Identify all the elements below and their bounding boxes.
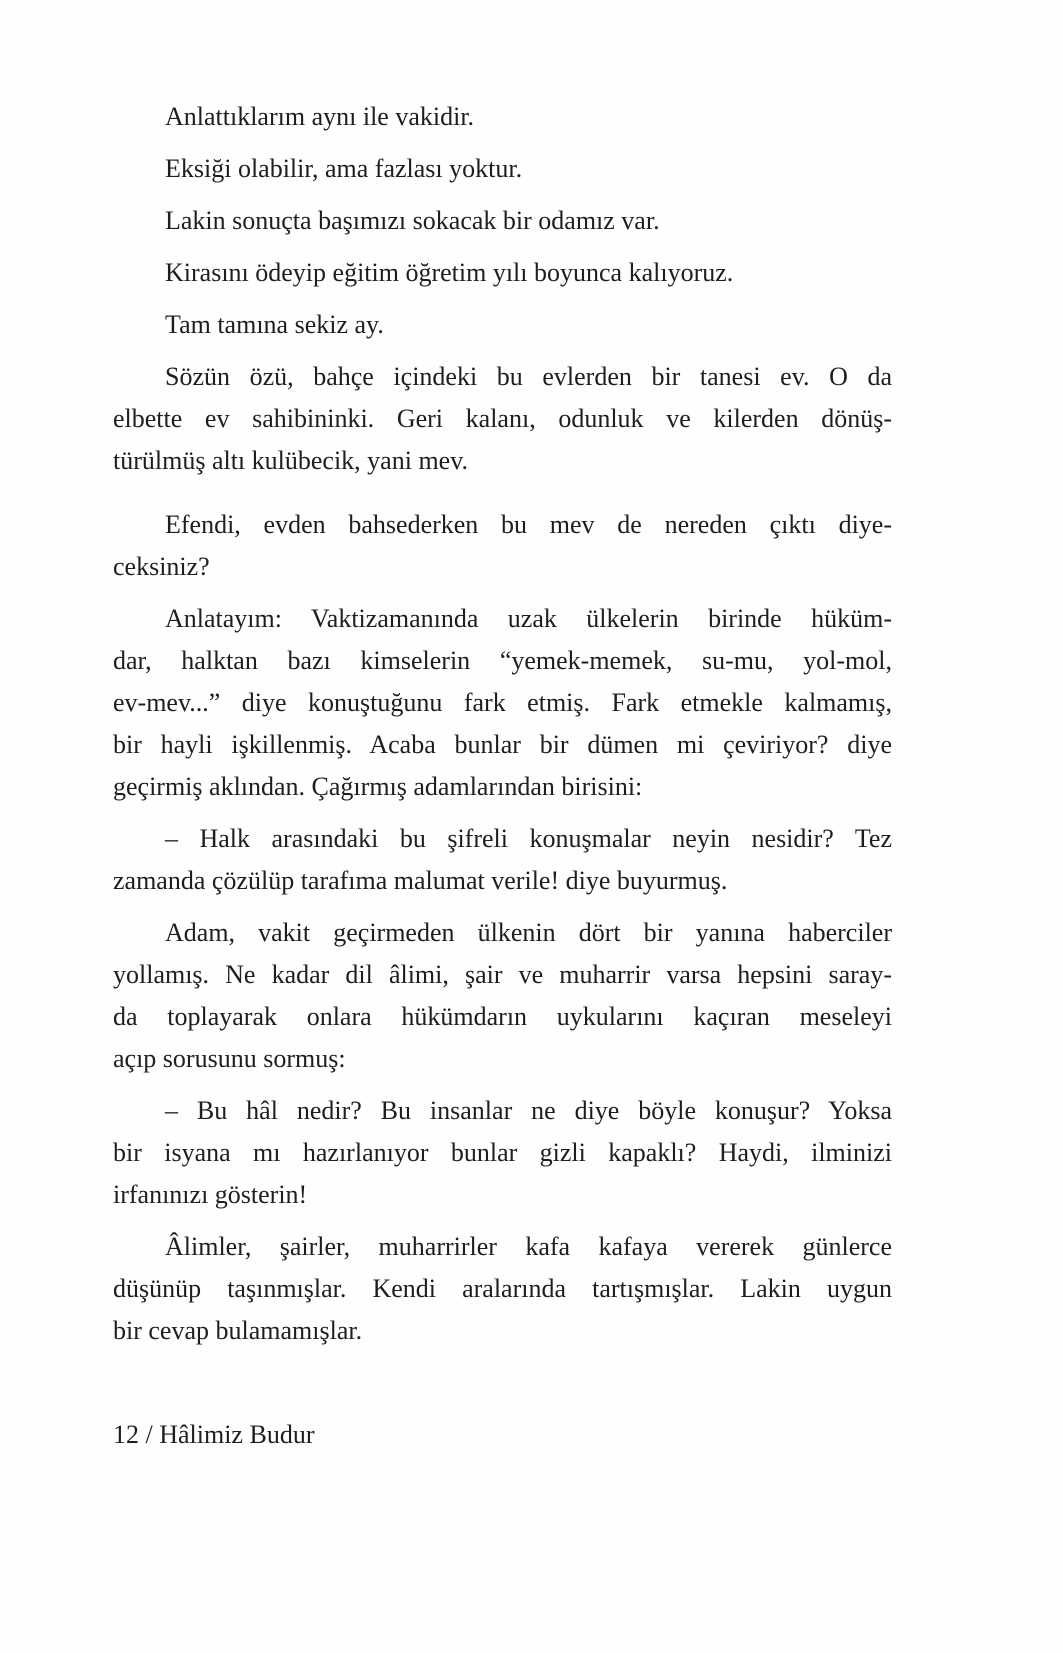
text-line: – Halk arasındaki bu şifreli konuşmalar neyin nesidir? Tez — [165, 824, 892, 853]
text-line: zamanda çözülüp tarafıma malumat verile! diye buyurmuş. — [113, 866, 728, 895]
paragraph — [113, 304, 892, 346]
page-text — [113, 96, 892, 1362]
text-line: Tam tamına sekiz ay. — [165, 310, 384, 339]
text-line: geçirmiş aklından. Çağırmış adamlarından birisini: — [113, 772, 643, 801]
text-line: bir isyana mı hazırlanıyor bunlar gizli kapaklı? Haydi, ilminizi — [113, 1138, 892, 1167]
paragraph — [113, 356, 892, 482]
page-footer: 12 / Hâlimiz Budur — [113, 1420, 315, 1449]
text-line: ev-mev...” diye konuştuğunu fark etmiş. Fark etmekle kalmamış, — [113, 688, 892, 717]
paragraph — [113, 504, 892, 588]
text-line: bir hayli işkillenmiş. Acaba bunlar bir dümen mi çeviriyor? diye — [113, 730, 892, 759]
text-line: Eksiği olabilir, ama fazlası yoktur. — [165, 154, 523, 183]
text-line: da toplayarak onlara hükümdarın uykularını kaçıran meseleyi — [113, 1002, 892, 1031]
text-line: irfanınızı gösterin! — [113, 1180, 308, 1209]
text-line: ceksiniz? — [113, 552, 210, 581]
text-line: Anlattıklarım aynı ile vakidir. — [165, 102, 475, 131]
text-line: Kirasını ödeyip eğitim öğretim yılı boyunca kalıyoruz. — [165, 258, 734, 287]
paragraph — [113, 912, 892, 1080]
paragraph — [113, 1226, 892, 1352]
paragraph — [113, 148, 892, 190]
paragraph — [113, 1090, 892, 1216]
text-line: yollamış. Ne kadar dil âlimi, şair ve muharrir varsa hepsini saray- — [113, 960, 892, 989]
paragraph — [113, 200, 892, 242]
text-line: Efendi, evden bahsederken bu mev de nereden çıktı diye- — [165, 510, 892, 539]
text-line: düşünüp taşınmışlar. Kendi aralarında tartışmışlar. Lakin uygun — [113, 1274, 892, 1303]
paragraph — [113, 818, 892, 902]
text-line: bir cevap bulamamışlar. — [113, 1316, 363, 1345]
text-line: Lakin sonuçta başımızı sokacak bir odamız var. — [165, 206, 660, 235]
text-line: türülmüş altı kulübecik, yani mev. — [113, 446, 469, 475]
text-line: açıp sorusunu sormuş: — [113, 1044, 346, 1073]
text-line: Anlatayım: Vaktizamanında uzak ülkelerin birinde hüküm- — [165, 604, 892, 633]
paragraph — [113, 96, 892, 138]
text-line: Adam, vakit geçirmeden ülkenin dört bir yanına haberciler — [165, 918, 892, 947]
paragraph — [113, 598, 892, 808]
text-line: elbette ev sahibininki. Geri kalanı, odunluk ve kilerden dönüş- — [113, 404, 892, 433]
text-line: – Bu hâl nedir? Bu insanlar ne diye böyle konuşur? Yoksa — [165, 1096, 892, 1125]
paragraph — [113, 252, 892, 294]
text-line: Sözün özü, bahçe içindeki bu evlerden bir tanesi ev. O da — [165, 362, 892, 391]
text-line: Âlimler, şairler, muharrirler kafa kafaya vererek günlerce — [165, 1232, 892, 1261]
text-line: dar, halktan bazı kimselerin “yemek-memek, su-mu, yol-mol, — [113, 646, 892, 675]
